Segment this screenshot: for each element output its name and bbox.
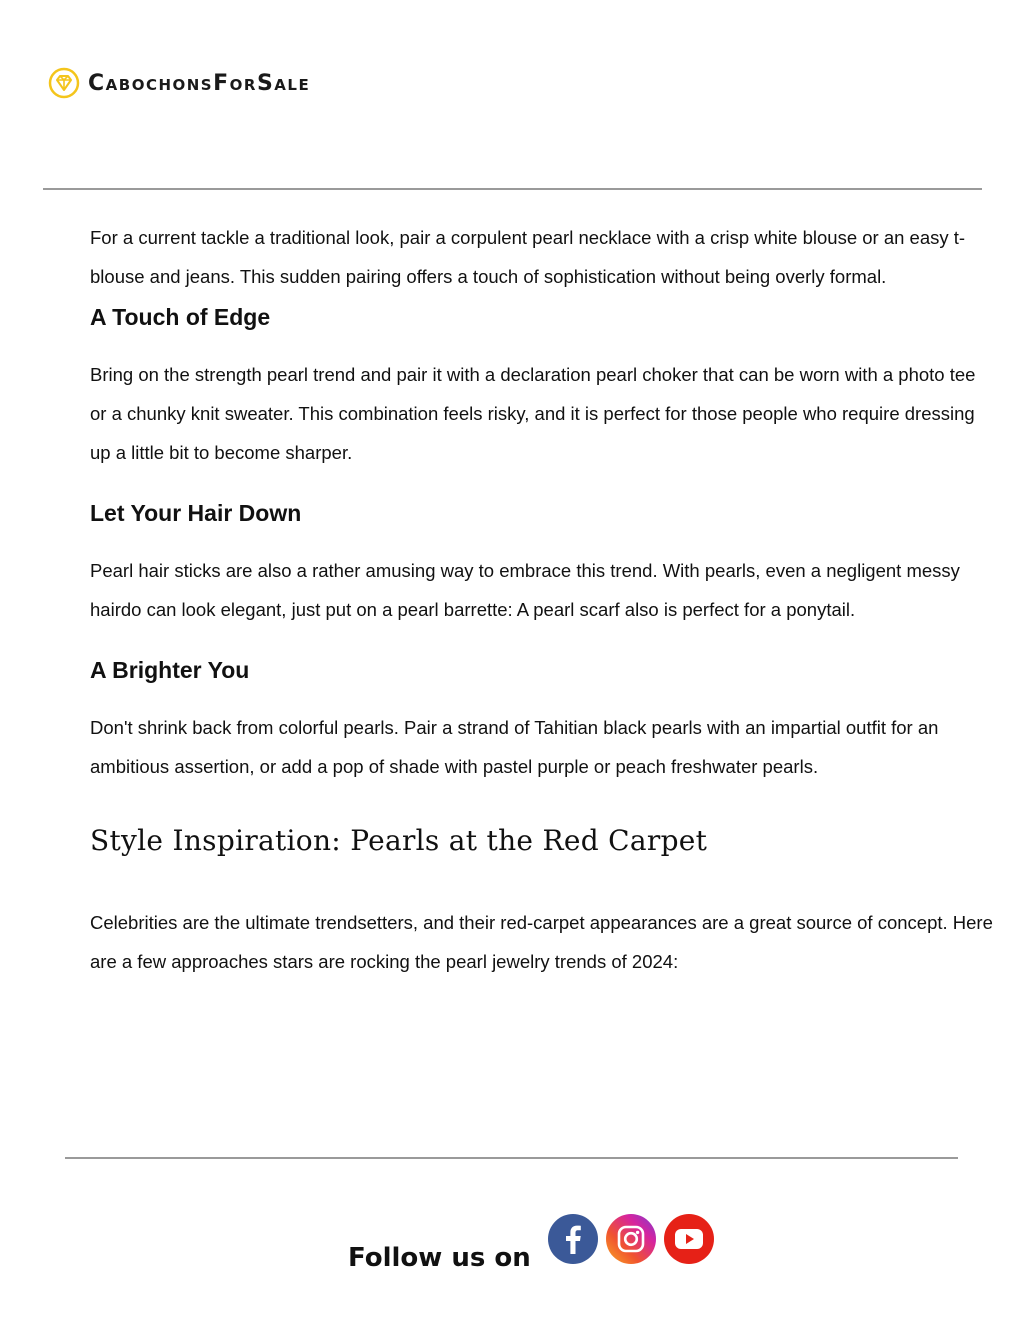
style-paragraph: Celebrities are the ultimate trendsetters, and their red-carpet appearances are a great source of concept. Here are a few approaches stars are rocking the pearl jewelry trends of 2024:: [90, 912, 993, 972]
article-body: [90, 218, 995, 981]
follow-us-label: Follow us on: [348, 1243, 531, 1273]
header-divider: [43, 188, 982, 190]
facebook-icon[interactable]: [547, 1213, 599, 1265]
brighter-heading: A Brighter You: [90, 657, 250, 683]
brand-name[interactable]: CabochonsForSale: [88, 70, 311, 96]
site-header: [48, 64, 310, 102]
style-inspiration-heading: Style Inspiration: Pearls at the Red Carpet: [90, 824, 708, 857]
intro-paragraph: For a current tackle a traditional look, pair a corpulent pearl necklace with a crisp white blouse or an easy t-blouse and jeans. This sudden pairing offers a touch of sophistication without being overly formal.: [90, 227, 966, 287]
hair-paragraph: Pearl hair sticks are also a rather amusing way to embrace this trend. With pearls, even a negligent messy hairdo can look elegant, just put on a pearl barrette: A pearl scarf also is perfect for a ponytail.: [90, 560, 960, 620]
instagram-icon[interactable]: [605, 1213, 657, 1265]
edge-paragraph: Bring on the strength pearl trend and pair it with a declaration pearl choker that can be worn with a photo tee or a chunky knit sweater. This combination feels risky, and it is perfect for those people who require dressing up a little bit to become sharper.: [90, 364, 976, 463]
follow-us-bar: [348, 1215, 715, 1275]
edge-heading: A Touch of Edge: [90, 304, 271, 330]
social-links: [547, 1213, 715, 1265]
brighter-paragraph: Don't shrink back from colorful pearls. Pair a strand of Tahitian black pearls with an impartial outfit for an ambitious assertion, or add a pop of shade with pastel purple or peach freshwater pearls.: [90, 717, 939, 777]
youtube-icon[interactable]: [663, 1213, 715, 1265]
gem-icon[interactable]: [48, 67, 80, 99]
hair-heading: Let Your Hair Down: [90, 500, 302, 526]
footer-divider: [65, 1157, 958, 1159]
